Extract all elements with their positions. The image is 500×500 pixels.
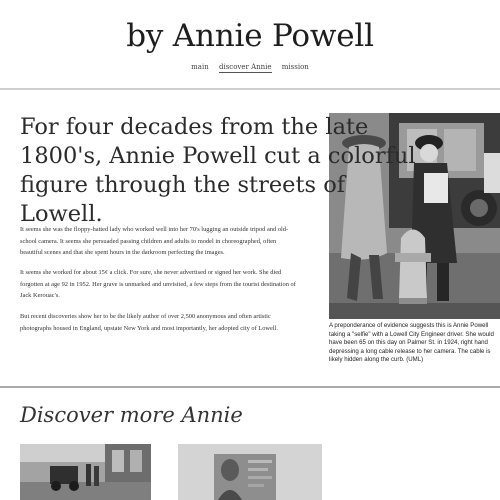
nav-item-mission[interactable]: mission bbox=[281, 63, 309, 71]
discover-title: Discover more Annie bbox=[20, 403, 243, 427]
main-nav bbox=[0, 63, 500, 71]
body-paragraph: It seems she was the floppy-hatted lady who worked well into her 70's lugging an outside tripod and old-school camera. It seems she persuaded passing children and adults to model in choreographed, often beautiful scenes and that she spent hours in the darkroom perfecting the images. bbox=[20, 226, 289, 257]
photo-caption: A preponderance of evidence suggests this is Annie Powell taking a "selfie" with a Lowell City Engineer driver. She would have been 65 on this day on Palmer St. in 1924, right hand depressing a long cable release to her camera. The cable is likely hidden along the curb. (UML) bbox=[329, 322, 494, 364]
body-paragraph: It seems she worked for about 15¢ a click. For sure, she never advertised or signed her work. She died forgotten at age 92 in 1952. Her grave is unmarked and unvisited, a few steps from the tourist destination of Jack Kerouac's. bbox=[20, 269, 296, 300]
discover-card-portrait[interactable] bbox=[178, 444, 322, 500]
body-paragraph: But recent discoveries show her to be the likely author of over 2,500 anonymous and often artistic photographs housed in England, upstate New York and most importantly, her adopted city of Lowell. bbox=[20, 313, 279, 332]
nav-item-discover-annie[interactable]: discover Annie bbox=[218, 63, 272, 71]
section-divider bbox=[0, 386, 500, 388]
headline: For four decades from the late 1800's, Annie Powell cut a colorful figure through the streets of Lowell. bbox=[20, 114, 416, 227]
site-title: by Annie Powell bbox=[126, 18, 374, 54]
nav-item-main[interactable]: main bbox=[191, 63, 209, 71]
discover-card-street-scene[interactable] bbox=[20, 444, 151, 500]
header-divider bbox=[0, 88, 500, 90]
